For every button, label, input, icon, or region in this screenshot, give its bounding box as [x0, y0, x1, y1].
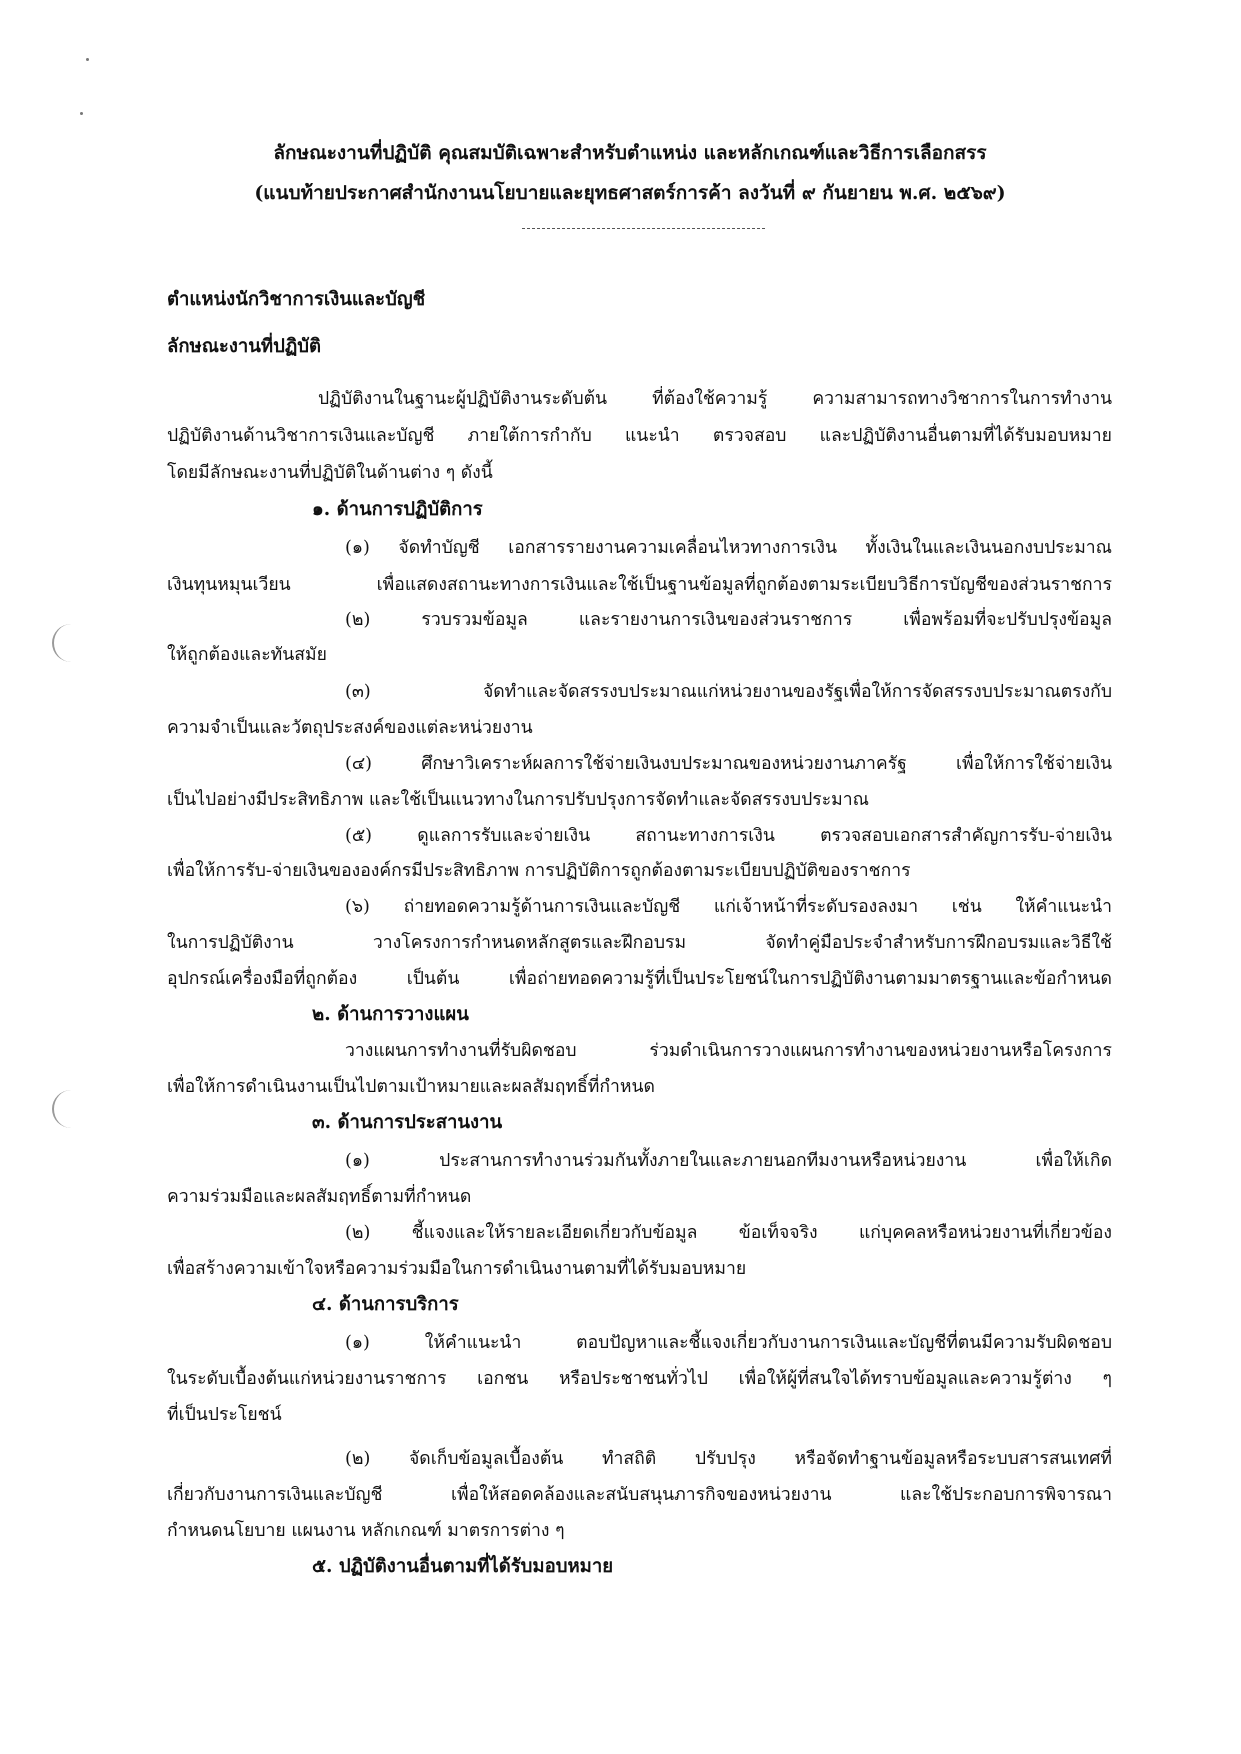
s2-line: วางแผนการทำงานที่รับผิดชอบ ร่วมดำเนินการวางแผนการทำงานของหน่วยงานหรือโครงการ	[345, 1041, 1112, 1061]
header-divider	[522, 228, 765, 229]
s1-item-5-line: (๕) ดูแลการรับและจ่ายเงิน สถานะทางการเงิน ตรวจสอบเอกสารสำคัญการรับ-จ่ายเงิน	[345, 826, 1112, 846]
section-title: ลักษณะงานที่ปฏิบัติ	[167, 336, 322, 357]
s4-item-1-line: ที่เป็นประโยชน์	[167, 1405, 282, 1425]
s4-item-1-line: ในระดับเบื้องต้นแก่หน่วยงานราชการ เอกชน หรือประชาชนทั่วไป เพื่อให้ผู้ที่สนใจได้ทราบข้อมูลและความรู้ต่าง ๆ	[167, 1369, 1112, 1389]
section-4-heading: ๔. ด้านการบริการ	[312, 1294, 459, 1315]
document-header-line-2: (แนบท้ายประกาศสำนักงานนโยบายและยุทธศาสตร์การค้า ลงวันที่ ๙ กันยายน พ.ศ. ๒๕๖๙)	[254, 182, 1006, 204]
s1-item-6-line: ในการปฏิบัติงาน วางโครงการกำหนดหลักสูตรและฝึกอบรม จัดทำคู่มือประจำสำหรับการฝึกอบรมและวิธีใช้	[167, 933, 1112, 953]
s1-item-4-line: (๔) ศึกษาวิเคราะห์ผลการใช้จ่ายเงินงบประมาณของหน่วยงานภาครัฐ เพื่อให้การใช้จ่ายเงิน	[345, 754, 1112, 774]
s1-item-2-line: ให้ถูกต้องและทันสมัย	[167, 645, 327, 665]
s1-item-4-line: เป็นไปอย่างมีประสิทธิภาพ และใช้เป็นแนวทางในการปรับปรุงการจัดทำและจัดสรรงบประมาณ	[167, 790, 869, 810]
section-1-heading: ๑. ด้านการปฏิบัติการ	[312, 499, 483, 520]
position-title: ตำแหน่งนักวิชาการเงินและบัญชี	[167, 289, 426, 310]
s2-line: เพื่อให้การดำเนินงานเป็นไปตามเป้าหมายและผลสัมฤทธิ์ที่กำหนด	[167, 1077, 655, 1097]
s1-item-3-line: ความจำเป็นและวัตถุประสงค์ของแต่ละหน่วยงาน	[167, 718, 533, 738]
hole-punch-mark	[52, 1090, 78, 1128]
document-header-line-1: ลักษณะงานที่ปฏิบัติ คุณสมบัติเฉพาะสำหรับตำแหน่ง และหลักเกณฑ์และวิธีการเลือกสรร	[273, 142, 987, 164]
intro-line: ปฏิบัติงานด้านวิชาการเงินและบัญชี ภายใต้การกำกับ แนะนำ ตรวจสอบ และปฏิบัติงานอื่นตามที่ได้รับมอบหมาย	[167, 426, 1112, 446]
s1-item-1-line: เงินทุนหมุนเวียน เพื่อแสดงสถานะทางการเงินและใช้เป็นฐานข้อมูลที่ถูกต้องตามระเบียบวิธีการบัญชีของส่วนราชการ	[167, 575, 1112, 595]
hole-punch-mark	[52, 624, 78, 662]
s1-item-2-line: (๒) รวบรวมข้อมูล และรายงานการเงินของส่วนราชการ เพื่อพร้อมที่จะปรับปรุงข้อมูล	[345, 610, 1112, 630]
s1-item-6-line: (๖) ถ่ายทอดความรู้ด้านการเงินและบัญชี แก่เจ้าหน้าที่ระดับรองลงมา เช่น ให้คำแนะนำ	[345, 897, 1112, 917]
s3-item-1-line: (๑) ประสานการทำงานร่วมกันทั้งภายในและภายนอกทีมงานหรือหน่วยงาน เพื่อให้เกิด	[345, 1151, 1112, 1171]
s4-item-2-line: (๒) จัดเก็บข้อมูลเบื้องต้น ทำสถิติ ปรับปรุง หรือจัดทำฐานข้อมูลหรือระบบสารสนเทศที่	[345, 1449, 1112, 1469]
s1-item-1-line: (๑) จัดทำบัญชี เอกสารรายงานความเคลื่อนไหวทางการเงิน ทั้งเงินในและเงินนอกงบประมาณ	[345, 538, 1112, 558]
s4-item-1-line: (๑) ให้คำแนะนำ ตอบปัญหาและชี้แจงเกี่ยวกับงานการเงินและบัญชีที่ตนมีความรับผิดชอบ	[345, 1333, 1112, 1353]
s4-item-2-line: กำหนดนโยบาย แผนงาน หลักเกณฑ์ มาตรการต่าง ๆ	[167, 1521, 565, 1541]
s1-item-3-line: (๓) จัดทำและจัดสรรงบประมาณแก่หน่วยงานของรัฐเพื่อให้การจัดสรรงบประมาณตรงกับ	[345, 682, 1112, 702]
scan-speck	[86, 58, 89, 61]
s3-item-1-line: ความร่วมมือและผลสัมฤทธิ์ตามที่กำหนด	[167, 1187, 472, 1207]
s1-item-6-line: อุปกรณ์เครื่องมือที่ถูกต้อง เป็นต้น เพื่อถ่ายทอดความรู้ที่เป็นประโยชน์ในการปฏิบัติงานตามมาตรฐานและข้อกำหนด	[167, 969, 1112, 989]
scan-speck	[80, 112, 83, 115]
section-5-heading: ๕. ปฏิบัติงานอื่นตามที่ได้รับมอบหมาย	[312, 1556, 614, 1577]
s4-item-2-line: เกี่ยวกับงานการเงินและบัญชี เพื่อให้สอดคล้องและสนับสนุนภารกิจของหน่วยงาน และใช้ประกอบการพิจารณา	[167, 1485, 1112, 1505]
section-2-heading: ๒. ด้านการวางแผน	[312, 1004, 469, 1025]
intro-line: โดยมีลักษณะงานที่ปฏิบัติในด้านต่าง ๆ ดังนี้	[167, 463, 493, 483]
s3-item-2-line: เพื่อสร้างความเข้าใจหรือความร่วมมือในการดำเนินงานตามที่ได้รับมอบหมาย	[167, 1259, 747, 1279]
s3-item-2-line: (๒) ชี้แจงและให้รายละเอียดเกี่ยวกับข้อมูล ข้อเท็จจริง แก่บุคคลหรือหน่วยงานที่เกี่ยวข้อง	[345, 1223, 1112, 1243]
s1-item-5-line: เพื่อให้การรับ-จ่ายเงินขององค์กรมีประสิทธิภาพ การปฏิบัติการถูกต้องตามระเบียบปฏิบัติของราชการ	[167, 861, 911, 881]
intro-line: ปฏิบัติงานในฐานะผู้ปฏิบัติงานระดับต้น ที่ต้องใช้ความรู้ ความสามารถทางวิชาการในการทำงาน	[318, 389, 1112, 409]
section-3-heading: ๓. ด้านการประสานงาน	[312, 1112, 503, 1133]
